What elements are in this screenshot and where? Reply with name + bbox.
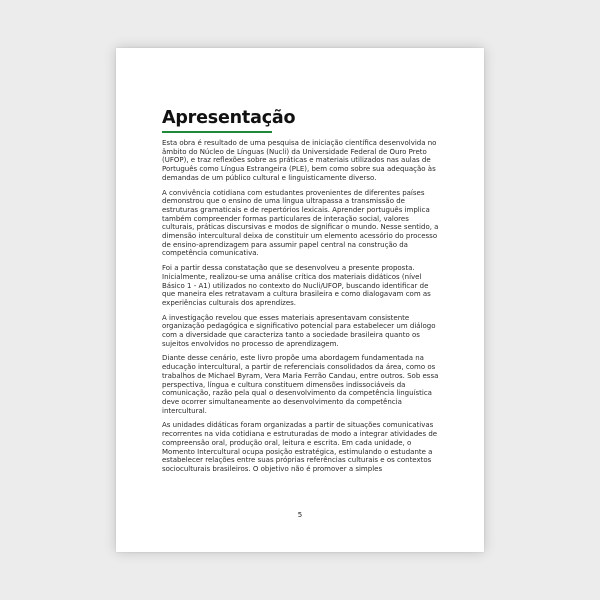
page-content: [162, 108, 442, 480]
paragraph-6: As unidades didáticas foram organizadas a partir de situações comunicativas recorrentes na vida cotidiana e estruturadas de modo a integrar atividades de compreensão oral, produção oral, leitura e escrita. Em cada unidade, o Momento Intercultural ocupa posição estratégica, estimulando o estudante a estabelecer relações entre suas próprias referências culturais e os contextos socioculturais brasileiros. O objetivo não é promover a simples: [162, 421, 438, 473]
paragraph-5: Diante desse cenário, este livro propõe uma abordagem fundamentada na educação intercultural, a partir de referenciais consolidados da área, como os trabalhos de Michael Byram, Vera Maria Ferrão Candau, entre outros. Sob essa perspectiva, língua e cultura constituem dimensões indissociáveis da comunicação, razão pela qual o desenvolvimento da competência linguística deve ocorrer simultaneamente ao desenvolvimento da competência intercultural.: [162, 354, 439, 415]
paragraph-1: Esta obra é resultado de uma pesquisa de iniciação científica desenvolvida no âmbito do Núcleo de Línguas (Nucli) da Universidade Federal de Ouro Preto (UFOP), e traz reflexões sobre as práticas e materiais utilizados nas aulas de Português como Língua Estrangeira (PLE), bem como sobre sua adequação às demandas de um público cultural e linguisticamente diverso.: [162, 139, 437, 182]
document-page: [116, 48, 484, 552]
title-underline: [162, 131, 272, 133]
paragraph-4: A investigação revelou que esses materiais apresentavam consistente organização pedagógica e significativo potencial para estabelecer um diálogo com a diversidade que caracteriza tanto a sociedade brasileira quanto os sujeitos envolvidos no processo de aprendizagem.: [162, 313, 436, 348]
paragraph-3: Foi a partir dessa constatação que se desenvolveu a presente proposta. Inicialmente, realizou-se uma análise crítica dos materiais didáticos (nível Básico 1 - A1) utilizados no contexto do Nucli/UFOP, buscando identificar de que maneira eles retratavam a cultura brasileira e como dialogavam com as experiências culturais dos aprendizes.: [162, 264, 431, 307]
paragraph-2: A convivência cotidiana com estudantes provenientes de diferentes países demonstrou que o ensino de uma língua ultrapassa a transmissão de estruturas gramaticais e de repertórios lexicais. Aprender português implica também compreender formas particulares de interação social, valores culturais, práticas discursivas e modos de significar o mundo. Nesse sentido, a dimensão intercultural deixa de constituir um elemento acessório do processo de ensino-aprendizagem para assumir papel central na construção da competência comunicativa.: [162, 188, 439, 258]
page-title: Apresentação: [162, 108, 296, 128]
page-number: 5: [297, 511, 303, 519]
